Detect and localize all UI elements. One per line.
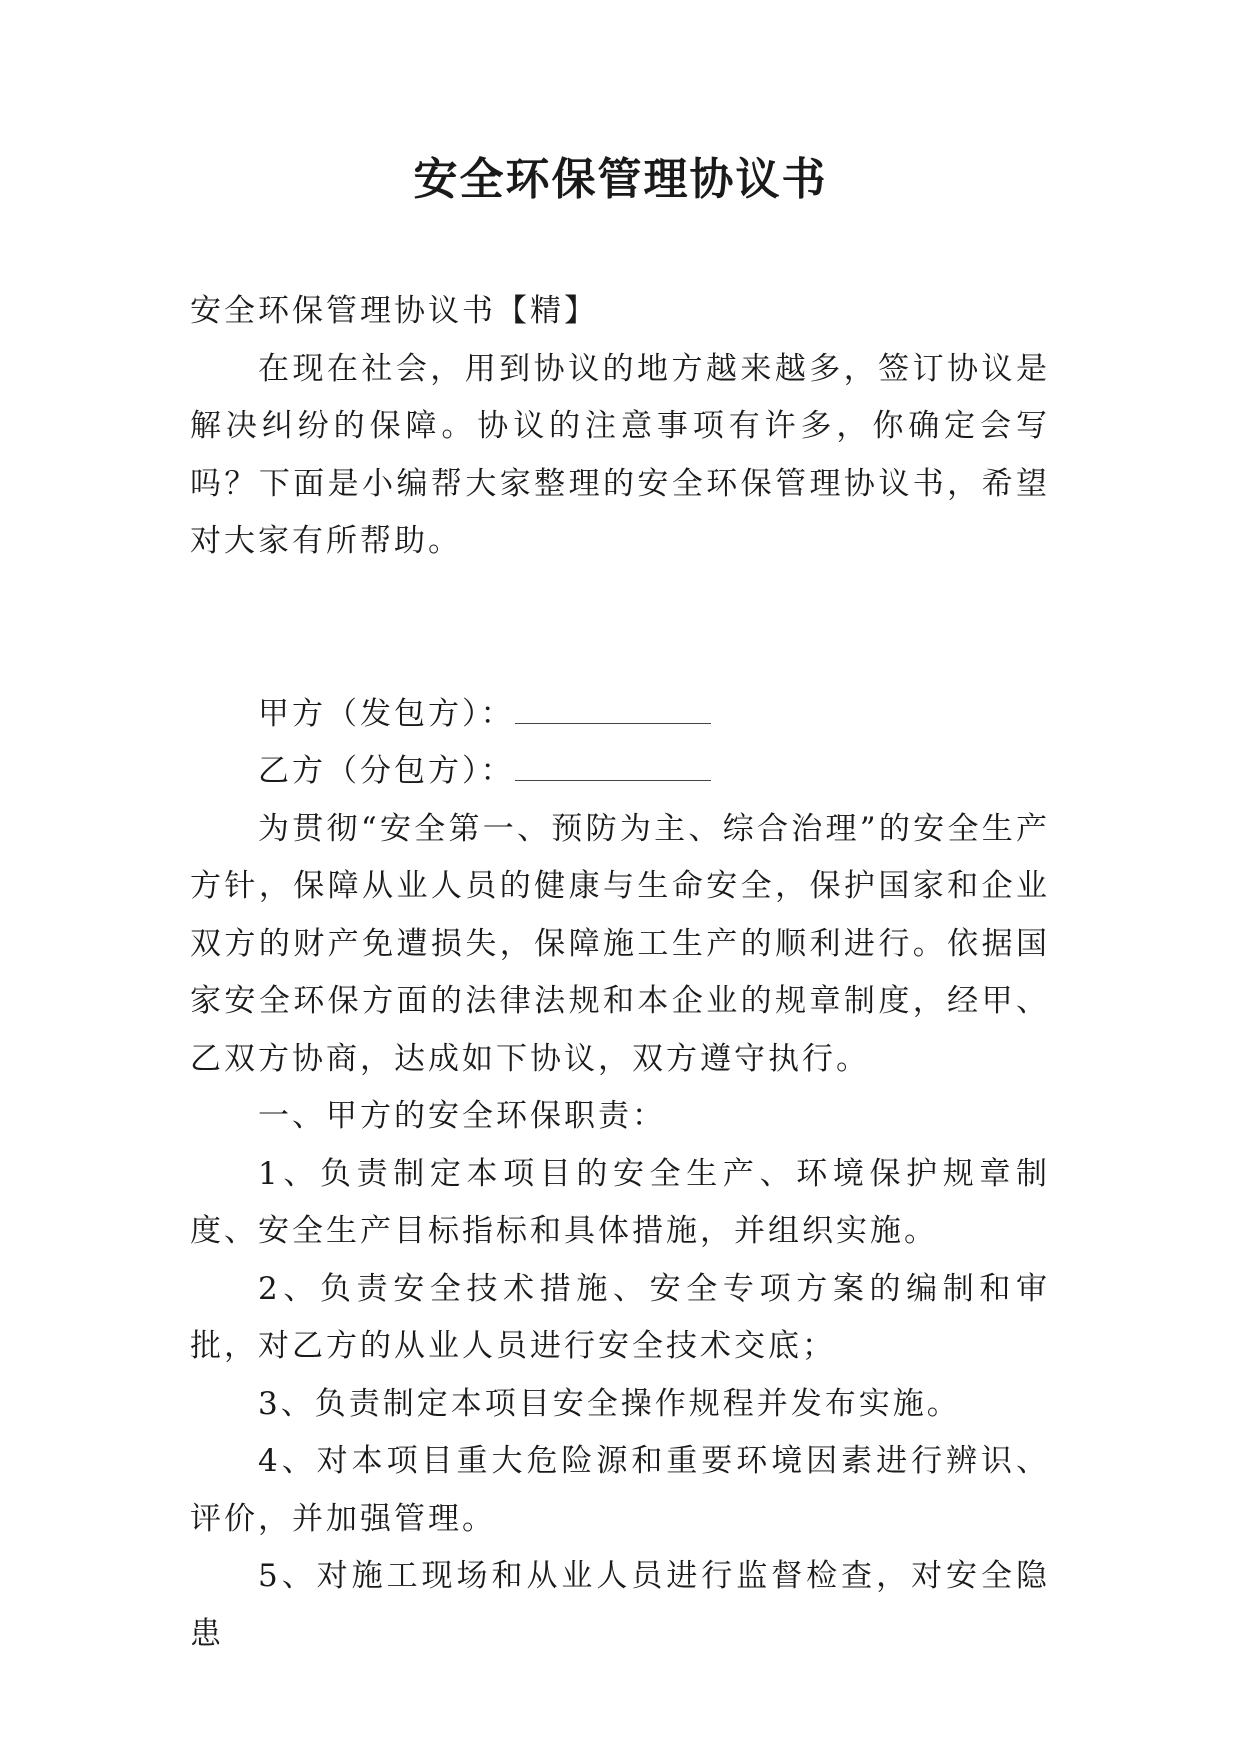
document-subtitle: 安全环保管理协议书【精】 [190, 293, 598, 329]
clause-item: 5、对施工现场和从业人员进行监督检查，对安全隐患 [190, 1558, 1050, 1652]
clause-item: 3、负责制定本项目安全操作规程并发布实施。 [258, 1385, 961, 1422]
party-a-blank [515, 701, 711, 724]
preamble-paragraph: 为贯彻“安全第一、预防为主、综合治理”的安全生产方针，保障从业人员的健康与生命安全，保护国家和企业双方的财产免遭损失，保障施工生产的顺利进行。依据国家安全环保方面的法律法规和本企业的规章制度，经甲、乙双方协商，达成如下协议，双方遵守执行。 [190, 810, 1050, 1077]
document-title: 安全环保管理协议书 [413, 154, 828, 205]
clause-item: 4、对本项目重大危险源和重要环境因素进行辨识、评价，并加强管理。 [190, 1443, 1050, 1537]
document-body [190, 283, 1050, 1663]
party-b-blank [515, 758, 711, 781]
section-heading: 一、甲方的安全环保职责： [258, 1098, 666, 1134]
party-a-line [190, 686, 1050, 744]
clause-item: 1、负责制定本项目的安全生产、环境保护规章制度、安全生产目标指标和具体措施，并组织实施。 [190, 1155, 1050, 1249]
party-b-label: 乙方（分包方）： [258, 753, 515, 789]
party-a-label: 甲方（发包方）： [258, 695, 515, 732]
clause-item: 2、负责安全技术措施、安全专项方案的编制和审批，对乙方的从业人员进行安全技术交底； [190, 1270, 1050, 1364]
paragraph-gap [190, 571, 1050, 686]
intro-paragraph: 在现在社会，用到协议的地方越来越多，签订协议是解决纠纷的保障。协议的注意事项有许多，你确定会写吗？下面是小编帮大家整理的安全环保管理协议书，希望对大家有所帮助。 [190, 350, 1050, 559]
party-b-line [190, 743, 1050, 801]
